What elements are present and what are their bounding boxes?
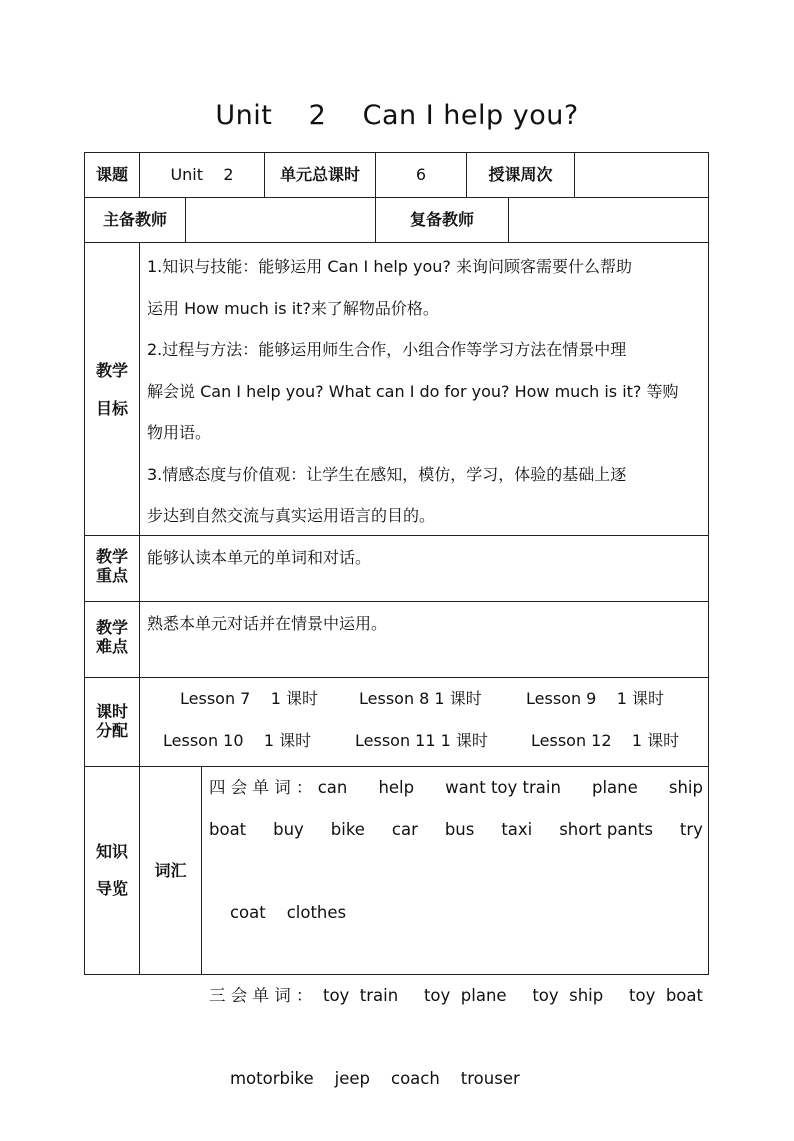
difficulties-text: 熟悉本单元对话并在情景中运用。 <box>147 614 388 633</box>
objectives-label-1: 教学 <box>95 361 128 380</box>
schedule-item: Lesson 8 1 课时 <box>359 689 482 708</box>
vocab-list <box>209 767 703 1141</box>
difficulties-label-2: 难点 <box>95 637 128 656</box>
key-points-text: 能够认读本单元的单词和对话。 <box>147 548 372 567</box>
vocab-line <box>209 1016 703 1141</box>
vocab-word: coat clothes <box>229 902 347 922</box>
vocab-line <box>209 767 703 809</box>
vocab-word: taxi <box>501 819 533 839</box>
vocab-word: bus <box>444 819 475 839</box>
total-hours-label: 单元总课时 <box>279 165 360 184</box>
objectives-text <box>147 246 703 537</box>
objectives-line: 运用 How much is it?来了解物品价格。 <box>147 298 439 318</box>
vocab-word: 四 会 单 词 ： can <box>209 778 348 797</box>
vocab-word: plane <box>592 778 638 797</box>
vocab-word: try <box>679 819 703 839</box>
difficulties-label-1: 教学 <box>95 618 128 637</box>
vocab-word: toy ship <box>532 985 604 1005</box>
vocab-line <box>209 809 703 851</box>
schedule-item: Lesson 10 1 课时 <box>163 731 312 750</box>
topic-label: 课题 <box>95 165 128 184</box>
vocab-word: toy boat <box>629 985 703 1005</box>
objectives-line: 3.情感态度与价值观：让学生在感知，模仿，学习，体验的基础上逐 <box>147 464 627 484</box>
vocab-word: boat <box>209 819 247 839</box>
vocab-word: short pants <box>559 819 653 839</box>
knowledge-label-1: 知识 <box>95 842 128 861</box>
topic-value: Unit 2 <box>170 165 234 184</box>
week-label: 授课周次 <box>488 165 553 184</box>
objectives-line: 1.知识与技能：能够运用 Can I help you? 来询问顾客需要什么帮助 <box>147 257 633 276</box>
schedule-item: Lesson 9 1 课时 <box>526 689 664 708</box>
vocab-line <box>209 850 703 975</box>
vocab-word: 三 会 单 词 ： toy train <box>209 985 399 1005</box>
objectives-label-2: 目标 <box>95 399 128 418</box>
objectives-line: 步达到自然交流与真实运用语言的目的。 <box>147 506 436 525</box>
schedule-label-1: 课时 <box>95 702 128 721</box>
main-teacher-label: 主备教师 <box>102 210 167 229</box>
key-points-label-2: 重点 <box>95 566 128 585</box>
vocab-word: motorbike jeep coach trouser <box>229 1068 520 1088</box>
vocab-word: bike <box>330 819 365 839</box>
knowledge-label-2: 导览 <box>95 879 128 898</box>
objectives-line: 2.过程与方法：能够运用师生合作，小组合作等学习方法在情景中理 <box>147 340 627 359</box>
schedule-item: Lesson 11 1 课时 <box>355 731 488 750</box>
vocab-word: toy plane <box>423 985 507 1005</box>
vocab-label: 词汇 <box>154 861 187 880</box>
total-hours-value: 6 <box>415 165 427 184</box>
vocab-word: help <box>378 778 415 797</box>
schedule-label-2: 分配 <box>95 721 128 740</box>
vocab-line <box>209 975 703 1017</box>
vocab-word: car <box>391 819 418 839</box>
page-title: Unit 2 Can I help you? <box>215 100 579 131</box>
objectives-line: 解会说 Can I help you? What can I do for you? How much is it? 等购 <box>147 381 679 401</box>
key-points-label-1: 教学 <box>95 547 128 566</box>
vocab-word: want toy train <box>445 778 561 797</box>
schedule-item: Lesson 12 1 课时 <box>531 731 680 750</box>
review-teacher-label: 复备教师 <box>409 210 474 229</box>
schedule-item: Lesson 7 1 课时 <box>180 689 318 708</box>
objectives-line: 物用语。 <box>147 423 212 442</box>
vocab-word: buy <box>273 819 304 839</box>
vocab-word: ship <box>668 778 703 797</box>
